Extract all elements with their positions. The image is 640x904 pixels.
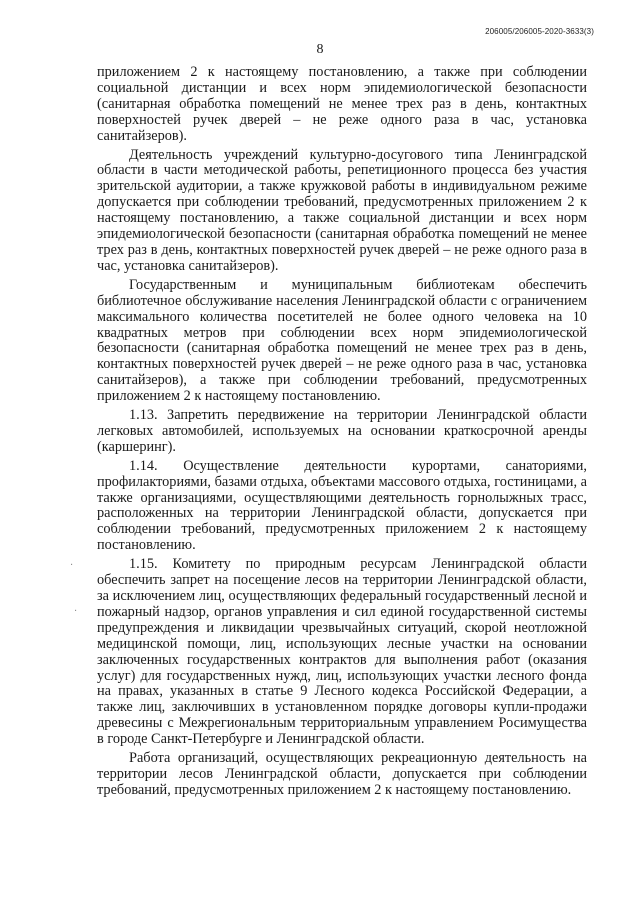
- document-id: 206005/206005-2020-3633(3): [485, 27, 594, 36]
- scan-speck-icon: ·: [74, 606, 78, 617]
- paragraph-1-13-carsharing: 1.13. Запретить передвижение на территории Ленинградской области легковых автомобилей, используемых на основании краткосрочной аренды (каршеринг).: [97, 407, 587, 455]
- page-number: 8: [316, 42, 324, 57]
- document-body: [97, 65, 587, 799]
- paragraph-continuation: приложением 2 к настоящему постановлению, а также при соблюдении социальной дистанции и всех норм эпидемиологической безопасности (санитарная обработка помещений не менее трех раз в день, контактных поверхностей ручек дверей – не реже одного раза в час, установка санитайзеров).: [97, 64, 587, 144]
- paragraph-1-15-forests: 1.15. Комитету по природным ресурсам Ленинградской области обеспечить запрет на посещение лесов на территории Ленинградской области, за исключением лиц, осуществляющих федеральный государственный лесной и пожарный надзор, органов управления и сил единой государственной системы предупреждения и ликвидации чрезвычайных ситуаций, скорой неотложной медицинской помощи, лиц, использующих лесные участки на основании заключенных государственных контрактов для выполнения работ (оказания услуг) для государственных нужд, лиц, использующих участки лесного фонда на правах, указанных в статье 9 Лесного кодекса Российской Федерации, а также лиц, заключивших в установленном порядке договоры купли-продажи древесины с Межрегиональным территориальным управлением Росимущества в городе Санкт-Петербурге и Ленинградской области.: [97, 556, 587, 748]
- paragraph-recreation: Работа организаций, осуществляющих рекреационную деятельность на территории лесов Ленинградской области, допускается при соблюдении требований, предусмотренных приложением 2 к настоящему постановлению.: [97, 750, 587, 798]
- paragraph-1-14-resorts: 1.14. Осуществление деятельности курортами, санаториями, профилакториями, базами отдыха, объектами массового отдыха, гостиницами, а также организациями, осуществляющими деятельность горнолыжных трасс, расположенных на территории Ленинградской области, допускается при соблюдении требований, предусмотренных приложением 2 к настоящему постановлению.: [97, 457, 587, 554]
- paragraph-cultural-institutions: Деятельность учреждений культурно-досугового типа Ленинградской области в части методической работы, репетиционного процесса без участия зрительской аудитории, а также кружковой работы в индивидуальном режиме допускается при соблюдении требований, предусмотренных приложением 2 к настоящему постановлению, а также социальной дистанции и всех норм эпидемиологической безопасности (санитарная обработка помещений не менее трех раз в день, контактных поверхностей ручек дверей – не реже одного раза в час, установка санитайзеров).: [97, 146, 587, 274]
- scan-speck-icon: ·: [70, 560, 74, 571]
- paragraph-libraries: Государственным и муниципальным библиотекам обеспечить библиотечное обслуживание населения Ленинградской области с ограничением максимального количества посетителей не более одного человека на 10 квадратных метров при соблюдении всех норм эпидемиологической безопасности (санитарная обработка помещений не менее трех раз в день, контактных поверхностей ручек дверей – не реже одного раза в час, установка санитайзеров), а также при соблюдении требований, предусмотренных приложением 2 к настоящему постановлению.: [97, 276, 587, 405]
